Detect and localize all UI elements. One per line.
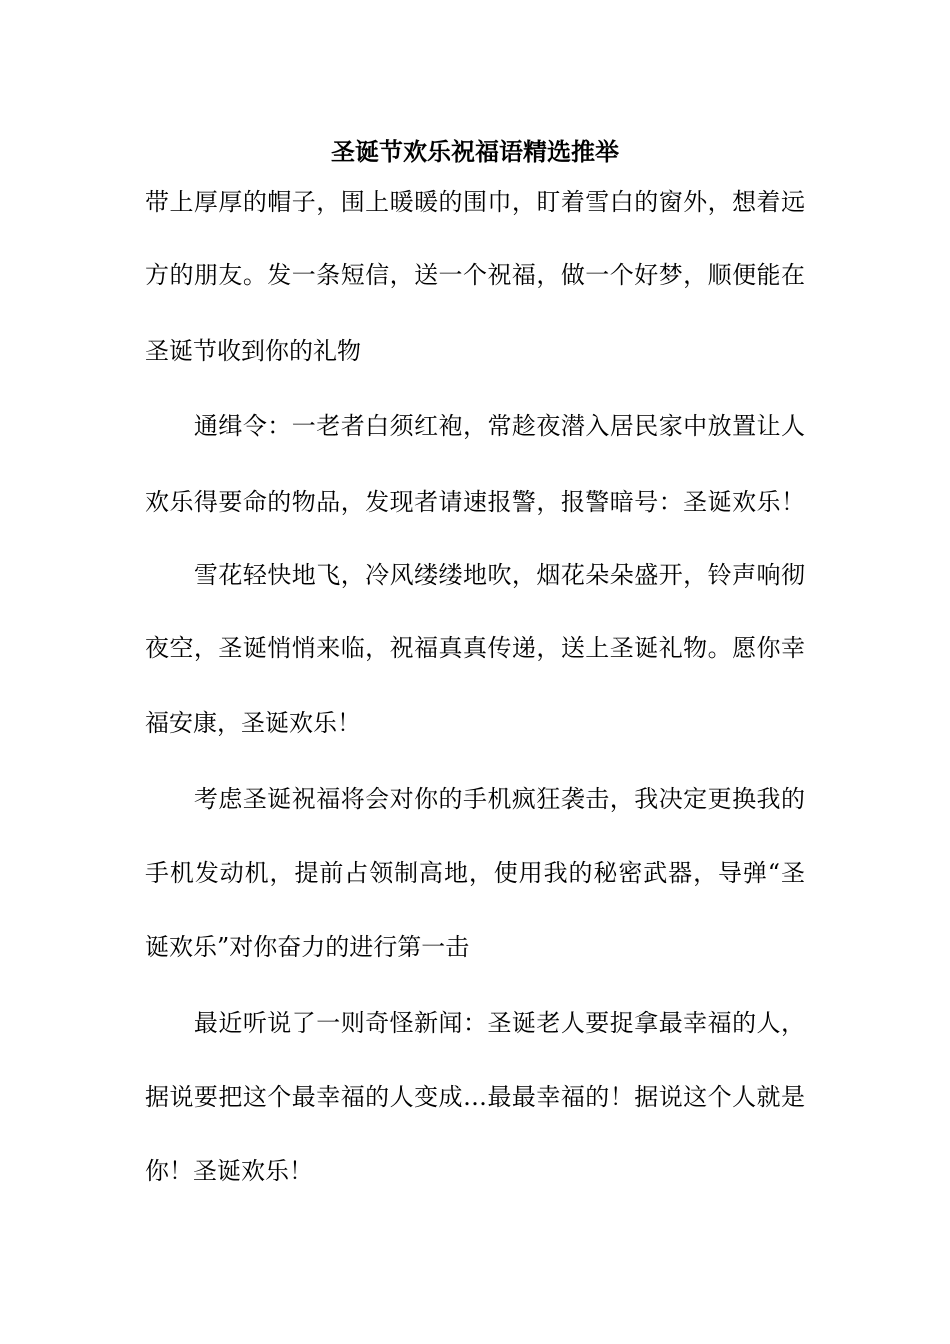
paragraph-3-line-2: 夜空，圣诞悄悄来临，祝福真真传递，送上圣诞礼物。愿你幸 — [145, 634, 805, 662]
paragraph-4-line-1: 考虑圣诞祝福将会对你的手机疯狂袭击，我决定更换我的 — [145, 785, 805, 813]
paragraph-2-line-2: 欢乐得要命的物品，发现者请速报警，报警暗号：圣诞欢乐！ — [145, 488, 805, 516]
paragraph-5-line-2: 据说要把这个最幸福的人变成…最最幸福的！据说这个人就是 — [145, 1083, 805, 1111]
paragraph-4-line-2: 手机发动机，提前占领制高地，使用我的秘密武器，导弹“圣 — [145, 859, 805, 887]
paragraph-1-line-1: 带上厚厚的帽子，围上暖暖的围巾，盯着雪白的窗外，想着远 — [145, 188, 805, 216]
paragraph-3-line-3: 福安康，圣诞欢乐！ — [145, 709, 361, 737]
paragraph-2-line-1: 通缉令：一老者白须红袍，常趁夜潜入居民家中放置让人 — [145, 412, 805, 440]
document-title: 圣诞节欢乐祝福语精选推举 — [331, 137, 619, 166]
paragraph-1-line-2: 方的朋友。发一条短信，送一个祝福，做一个好梦，顺便能在 — [145, 261, 805, 289]
paragraph-1-line-3: 圣诞节收到你的礼物 — [145, 337, 361, 365]
paragraph-4-line-3: 诞欢乐”对你奋力的进行第一击 — [145, 933, 470, 961]
paragraph-5-line-3: 你！圣诞欢乐！ — [145, 1157, 313, 1185]
paragraph-3-line-1: 雪花轻快地飞，冷风缕缕地吹，烟花朵朵盛开，铃声响彻 — [145, 561, 805, 589]
paragraph-5-line-1: 最近听说了一则奇怪新闻：圣诞老人要捉拿最幸福的人， — [145, 1009, 805, 1037]
